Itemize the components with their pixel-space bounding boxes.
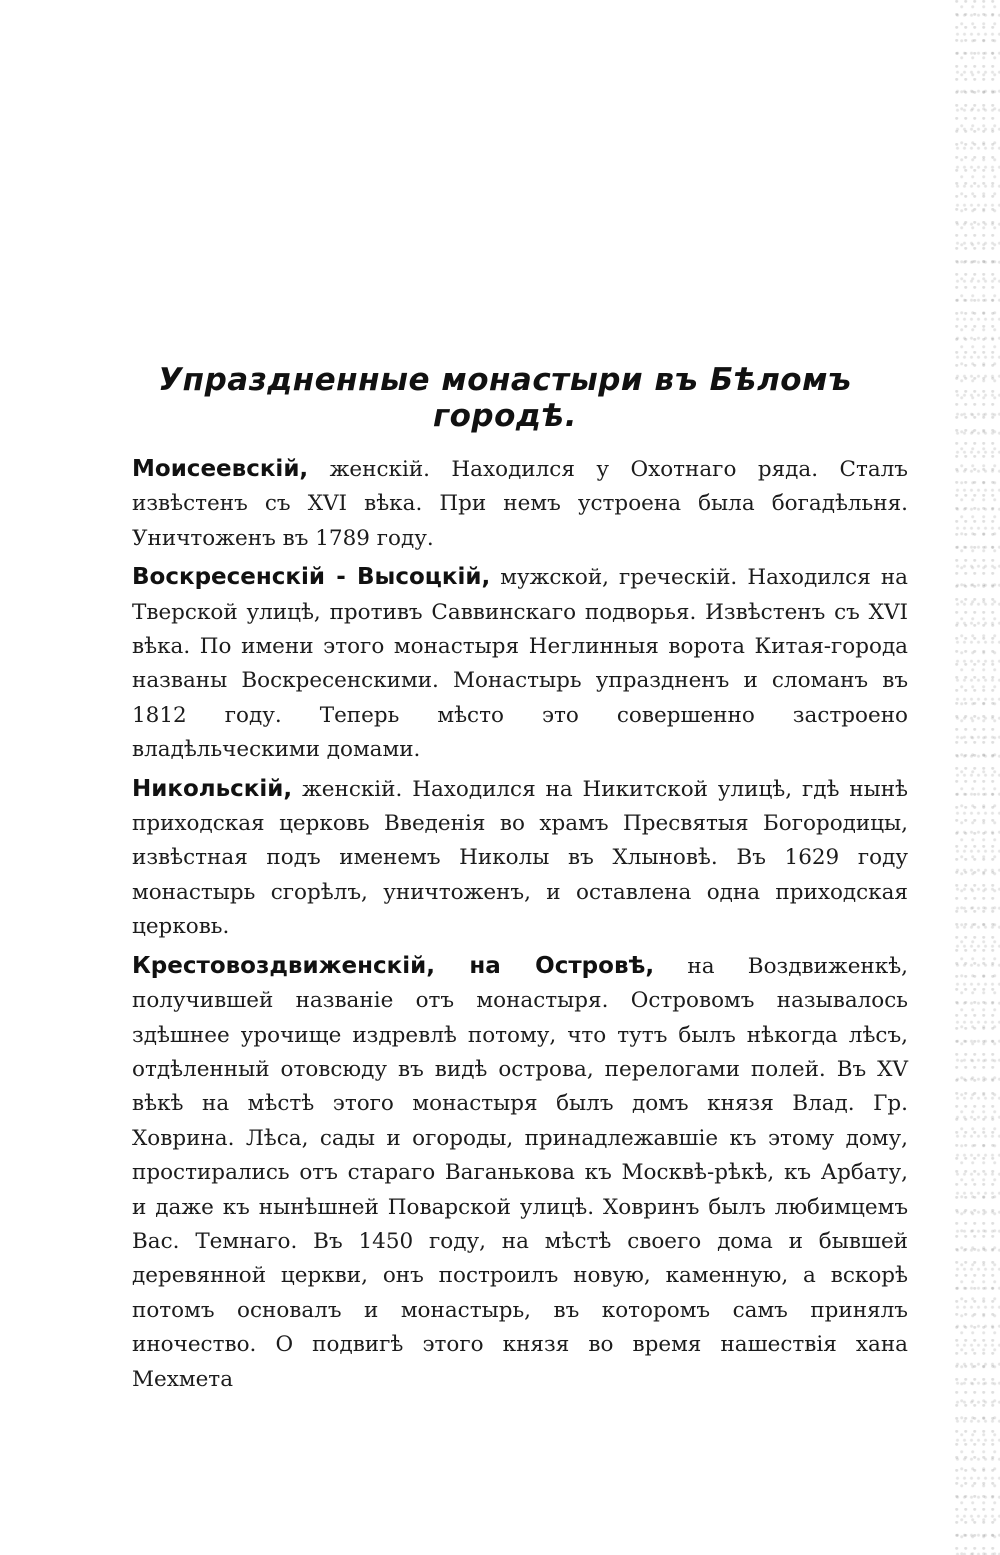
entry-nikolsky xyxy=(132,772,908,945)
entry-voskresensky xyxy=(132,560,908,767)
page-body xyxy=(132,452,908,1401)
page-heading: Упраздненные монастыри въ Бѣломъ городѣ. xyxy=(158,362,852,434)
entry-text: на Воздвиженкѣ, получившей названіе отъ монастыря. Островомъ называлось здѣшнее урочище издревлѣ потому, что тутъ былъ нѣкогда лѣсъ, отдѣленный отовсюду въ видѣ острова, перелогами полей. Въ XV вѣкѣ на мѣстѣ этого монастыря былъ домъ князя Влад. Гр. Ховрина. Лѣса, сады и огороды, принадлежавшіе къ этому дому, простирались отъ стараго Ваганькова къ Москвѣ-рѣкѣ, къ Арбату, и даже къ нынѣшней Поварской улицѣ. Ховринъ былъ любимцемъ Вас. Темнаго. Въ 1450 году, на мѣстѣ своего дома и бывшей деревянной церкви, онъ построилъ новую, каменную, а вскорѣ потомъ основалъ и монастырь, въ которомъ самъ принялъ иночество. О подвигѣ этого князя во время нашествія хана Мехмета xyxy=(132,953,908,1392)
entry-moiseevsky xyxy=(132,452,908,556)
scan-edge-noise xyxy=(954,0,1000,1555)
entry-name: Моисеевскій, xyxy=(132,456,309,482)
entry-name: Воскресенскій - Высоцкій, xyxy=(132,564,491,591)
entry-krestovozdvizhensky xyxy=(132,949,908,1397)
entry-text: женскій. Находился на Никитской улицѣ, гдѣ нынѣ приходская церковь Введенія во храмъ Пресвятыя Богородицы, извѣстная подъ именемъ Николы въ Хлыновѣ. Въ 1629 году монастырь сгорѣлъ, уничтоженъ, и оставлена одна приходская церковь. xyxy=(132,776,908,940)
entry-name: Никольскій, xyxy=(132,775,293,802)
entry-text: женскій. Находился у Охотнаго ряда. Сталъ извѣстенъ съ XVI вѣка. При немъ устроена была богадѣльня. Уничтоженъ въ 1789 году. xyxy=(132,457,908,551)
entry-name: Крестовоздвиженскій, на Островѣ, xyxy=(132,952,655,979)
entry-text: мужской, греческій. Находился на Тверской улицѣ, противъ Саввинскаго подворья. Извѣстенъ съ XVI вѣка. По имени этого монастыря Неглинныя ворота Китая-города названы Воскресенскими. Монастырь упраздненъ и сломанъ въ 1812 году. Теперь мѣсто это совершенно застроено владѣльческими домами. xyxy=(132,565,908,763)
